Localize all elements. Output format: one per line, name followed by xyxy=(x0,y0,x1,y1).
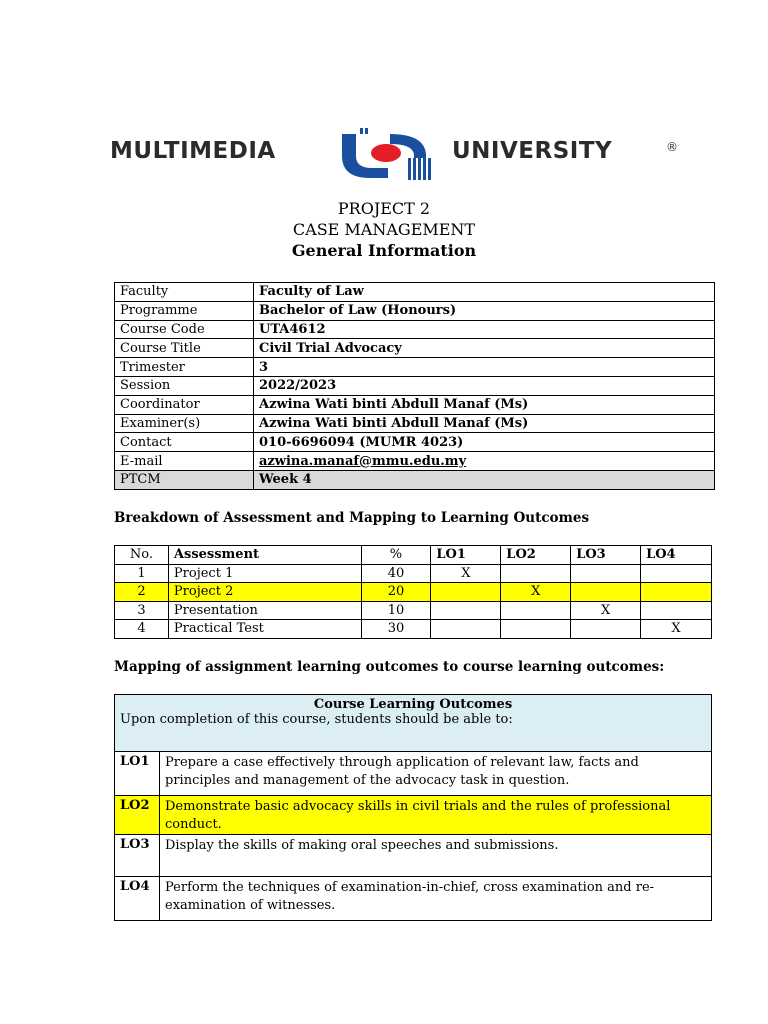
info-value: 010-6696094 (MUMR 4023) xyxy=(254,433,715,452)
table-row-highlighted xyxy=(115,796,712,835)
table-row xyxy=(115,414,715,433)
email-link[interactable]: azwina.manaf@mmu.edu.my xyxy=(259,453,467,469)
cell-lo2 xyxy=(501,564,571,583)
info-value: 3 xyxy=(254,358,715,377)
cell-lo4 xyxy=(641,601,712,620)
clo-code: LO3 xyxy=(115,835,160,877)
table-row xyxy=(115,752,712,796)
general-info-table xyxy=(114,282,715,490)
assessment-table xyxy=(114,545,712,639)
header-no: No. xyxy=(115,546,169,565)
table-row xyxy=(115,601,712,620)
cell-lo3 xyxy=(571,583,641,602)
info-label: Course Title xyxy=(115,339,254,358)
cell-percent: 20 xyxy=(361,583,431,602)
info-value: Faculty of Law xyxy=(254,283,715,302)
table-row xyxy=(115,320,715,339)
cell-assessment: Project 1 xyxy=(168,564,361,583)
header-lo4: LO4 xyxy=(641,546,712,565)
header-assessment: Assessment xyxy=(168,546,361,565)
info-value: Week 4 xyxy=(254,470,715,489)
cell-lo2 xyxy=(501,601,571,620)
document-titles xyxy=(0,198,768,261)
cell-no: 4 xyxy=(115,620,169,639)
cell-lo1 xyxy=(431,583,501,602)
table-row xyxy=(115,301,715,320)
table-row xyxy=(115,835,712,877)
cell-assessment: Project 2 xyxy=(168,583,361,602)
cell-lo2 xyxy=(501,620,571,639)
cell-no: 3 xyxy=(115,601,169,620)
logo-word-right: UNIVERSITY xyxy=(452,138,613,164)
cell-assessment: Presentation xyxy=(168,601,361,620)
info-label: Coordinator xyxy=(115,395,254,414)
cell-lo1 xyxy=(431,620,501,639)
cell-lo2: X xyxy=(501,583,571,602)
info-value: Civil Trial Advocacy xyxy=(254,339,715,358)
info-label: E-mail xyxy=(115,452,254,471)
cell-assessment: Practical Test xyxy=(168,620,361,639)
table-row xyxy=(115,564,712,583)
mapping-heading: Mapping of assignment learning outcomes to course learning outcomes: xyxy=(114,659,665,675)
cell-no: 2 xyxy=(115,583,169,602)
info-label: PTCM xyxy=(115,470,254,489)
table-header-row xyxy=(115,546,712,565)
table-row xyxy=(115,358,715,377)
cell-lo1 xyxy=(431,601,501,620)
table-row-highlighted xyxy=(115,583,712,602)
cell-lo4 xyxy=(641,564,712,583)
clo-text: Demonstrate basic advocacy skills in civil trials and the rules of professional conduct. xyxy=(160,796,712,835)
logo-word-left: MULTIMEDIA xyxy=(110,138,276,164)
header-percent: % xyxy=(361,546,431,565)
table-row xyxy=(115,470,715,489)
cell-lo3: X xyxy=(571,601,641,620)
title-project: PROJECT 2 xyxy=(337,199,431,218)
info-value: 2022/2023 xyxy=(254,376,715,395)
info-label: Programme xyxy=(115,301,254,320)
info-value: UTA4612 xyxy=(254,320,715,339)
clo-intro: Upon completion of this course, students should be able to: xyxy=(120,712,513,727)
clo-code: LO2 xyxy=(115,796,160,835)
info-value: Azwina Wati binti Abdull Manaf (Ms) xyxy=(254,414,715,433)
header-lo2: LO2 xyxy=(501,546,571,565)
clo-text: Display the skills of making oral speeches and submissions. xyxy=(160,835,712,877)
cell-lo4: X xyxy=(641,620,712,639)
registered-mark: ® xyxy=(666,140,678,154)
table-row xyxy=(115,620,712,639)
clo-text: Perform the techniques of examination-in-chief, cross examination and re-examination of witnesses. xyxy=(160,877,712,921)
clo-code: LO4 xyxy=(115,877,160,921)
clo-header-row xyxy=(115,695,712,752)
info-label: Faculty xyxy=(115,283,254,302)
table-row xyxy=(115,376,715,395)
info-label: Course Code xyxy=(115,320,254,339)
table-row xyxy=(115,452,715,471)
cell-lo3 xyxy=(571,564,641,583)
cell-lo3 xyxy=(571,620,641,639)
cell-lo1: X xyxy=(431,564,501,583)
mmu-emblem-icon xyxy=(342,128,448,180)
assessment-heading: Breakdown of Assessment and Mapping to Learning Outcomes xyxy=(114,510,590,526)
title-general-information: General Information xyxy=(291,241,477,260)
table-row xyxy=(115,433,715,452)
info-label: Examiner(s) xyxy=(115,414,254,433)
clo-title: Course Learning Outcomes xyxy=(313,697,513,712)
cell-no: 1 xyxy=(115,564,169,583)
table-row xyxy=(115,395,715,414)
clo-text: Prepare a case effectively through application of relevant law, facts and principles and management of the advocacy task in question. xyxy=(160,752,712,796)
clo-code: LO1 xyxy=(115,752,160,796)
table-row xyxy=(115,339,715,358)
cell-percent: 10 xyxy=(361,601,431,620)
header-lo3: LO3 xyxy=(571,546,641,565)
info-value: Azwina Wati binti Abdull Manaf (Ms) xyxy=(254,395,715,414)
course-learning-outcomes-table xyxy=(114,694,712,921)
cell-percent: 30 xyxy=(361,620,431,639)
university-logo xyxy=(110,128,690,180)
info-label: Trimester xyxy=(115,358,254,377)
info-value: Bachelor of Law (Honours) xyxy=(254,301,715,320)
cell-lo4 xyxy=(641,583,712,602)
table-row xyxy=(115,877,712,921)
cell-percent: 40 xyxy=(361,564,431,583)
title-case-management: CASE MANAGEMENT xyxy=(292,220,476,239)
header-lo1: LO1 xyxy=(431,546,501,565)
info-label: Session xyxy=(115,376,254,395)
info-label: Contact xyxy=(115,433,254,452)
table-row xyxy=(115,283,715,302)
